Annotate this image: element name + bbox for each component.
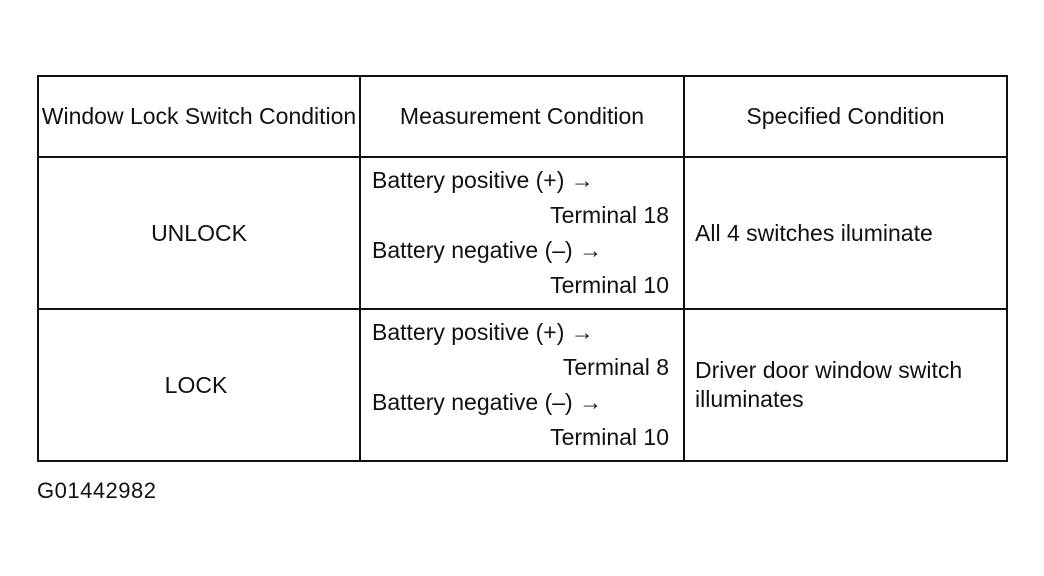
battery-positive-label: Battery positive (+) →	[372, 319, 594, 345]
positive-terminal: Terminal 18	[550, 202, 669, 228]
measurement-cell-lock	[360, 309, 684, 461]
condition-cell-lock: LOCK	[38, 309, 360, 461]
positive-terminal: Terminal 8	[562, 354, 669, 380]
negative-terminal: Terminal 10	[550, 424, 669, 450]
table-row-unlock	[38, 157, 1007, 309]
figure-id: G01442982	[37, 478, 157, 503]
table-row-lock	[38, 309, 1007, 461]
specified-cell-lock: Driver door window switch illuminates	[684, 309, 1007, 461]
specified-cell-unlock: All 4 switches iluminate	[684, 157, 1007, 309]
condition-cell-unlock: UNLOCK	[38, 157, 360, 309]
inspection-table	[37, 75, 1008, 462]
battery-negative-label: Battery negative (–) →	[372, 389, 603, 415]
header-specified-condition: Specified Condition	[684, 76, 1007, 157]
header-window-lock-switch-condition: Window Lock Switch Condition	[38, 76, 360, 157]
battery-negative-label: Battery negative (–) →	[372, 237, 603, 263]
header-measurement-condition: Measurement Condition	[360, 76, 684, 157]
measurement-cell-unlock	[360, 157, 684, 309]
battery-positive-label: Battery positive (+) →	[372, 167, 594, 193]
negative-terminal: Terminal 10	[550, 272, 669, 298]
table-header-row	[38, 76, 1007, 157]
